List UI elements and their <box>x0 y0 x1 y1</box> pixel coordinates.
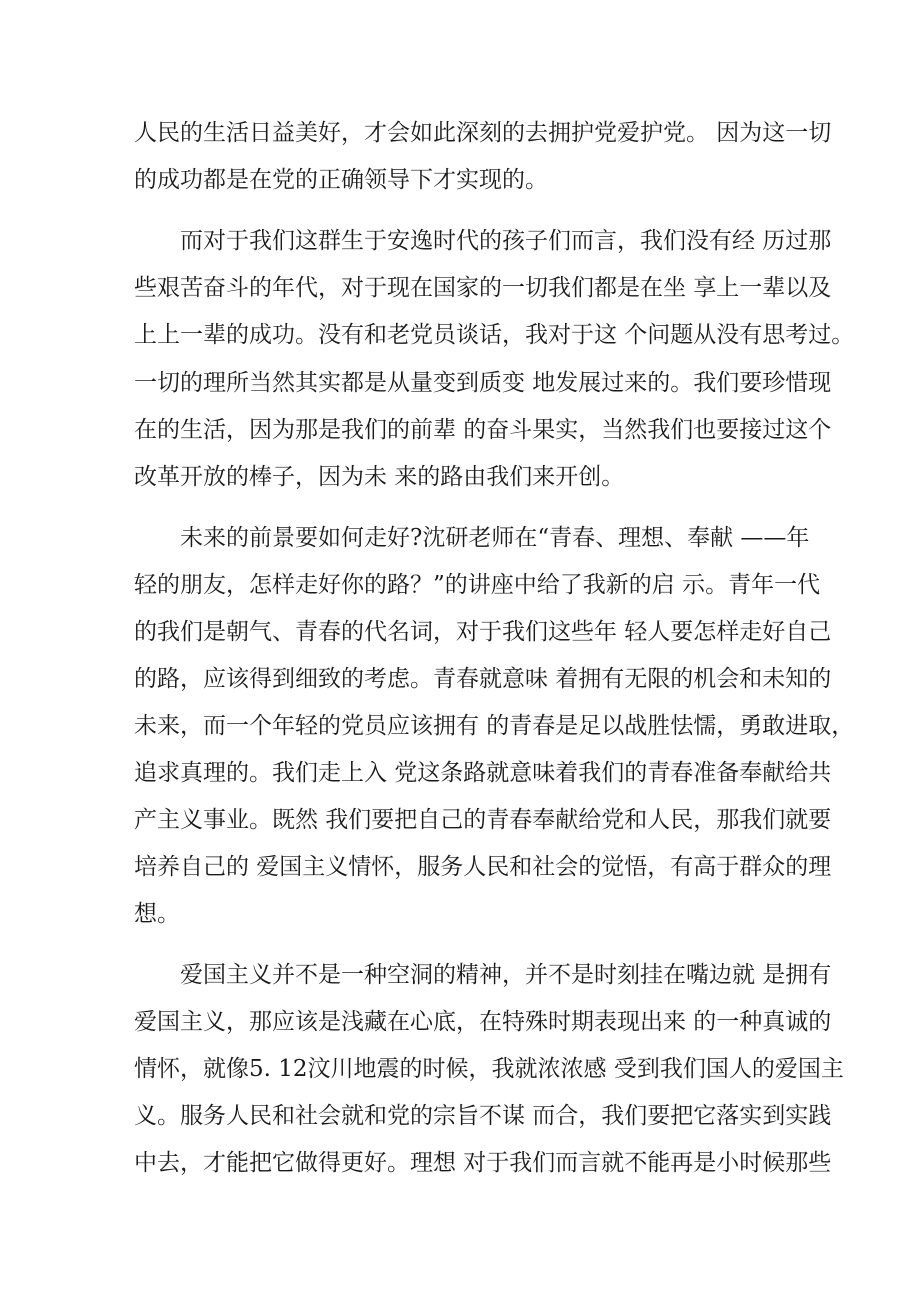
paragraph-2-line-5: 在的生活，因为那是我们的前辈 的奋斗果实，当然我们也要接过这个 <box>134 417 832 443</box>
paragraph-3-line-8: 培养自己的 爱国主义情怀，服务人民和社会的觉悟，有高于群众的理 <box>134 854 832 880</box>
paragraph-3-line-1: 未来的前景要如何走好?沈研老师在“青春、理想、奉献 ——年 <box>180 525 810 551</box>
paragraph-3-line-7: 产主义事业。既然 我们要把自己的青春奉献给党和人民，那我们就要 <box>134 807 832 833</box>
paragraph-3-line-4: 的路，应该得到细致的考虑。青春就意味 着拥有无限的机会和未知的 <box>134 666 832 692</box>
paragraph-3-line-5: 未来，而一个年轻的党员应该拥有 的青春是足以战胜怯懦，勇敢进取， <box>134 713 855 739</box>
paragraph-3-line-3: 的我们是朝气、青春的代名词，对于我们这些年 轻人要怎样走好自己 <box>134 619 832 645</box>
paragraph-2-line-6: 改革开放的棒子，因为未 来的路由我们来开创。 <box>134 464 625 490</box>
paragraph-3-line-2: 轻的朋友，怎样走好你的路？”的讲座中给了我新的启 示。青年一代 <box>134 572 821 598</box>
paragraph-4-line-5: 中去，才能把它做得更好。理想 对于我们而言就不能再是小时候那些 <box>134 1150 832 1176</box>
paragraph-1-line-1: 人民的生活日益美好，才会如此深刻的去拥护党爱护党。 因为这一切 <box>134 120 832 146</box>
paragraph-3-line-9: 想。 <box>134 901 180 927</box>
paragraph-2-line-4: 一切的理所当然其实都是从量变到质变 地发展过来的。我们要珍惜现 <box>134 370 832 396</box>
paragraph-4-line-2: 爱国主义，那应该是浅藏在心底，在特殊时期表现出来 的一种真诚的 <box>134 1009 832 1035</box>
paragraph-2-line-1: 而对于我们这群生于安逸时代的孩子们而言，我们没有经 历过那 <box>180 228 832 254</box>
paragraph-4-line-1: 爱国主义并不是一种空洞的精神，并不是时刻挂在嘴边就 是拥有 <box>180 962 832 988</box>
paragraph-4-line-4: 义。服务人民和社会就和党的宗旨不谋 而合，我们要把它落实到实践 <box>134 1103 832 1129</box>
paragraph-2-line-3: 上上一辈的成功。没有和老党员谈话，我对于这 个问题从没有思考过。 <box>134 322 855 348</box>
paragraph-4-line-3: 情怀，就像5. 12汶川地震的时候，我就浓浓感 受到我们国人的爱国主 <box>134 1056 844 1082</box>
paragraph-1-line-2: 的成功都是在党的正确领导下才实现的。 <box>134 167 548 193</box>
paragraph-3-line-6: 追求真理的。我们走上入 党这条路就意味着我们的青春准备奉献给共 <box>134 760 832 786</box>
paragraph-2-line-2: 些艰苦奋斗的年代，对于现在国家的一切我们都是在坐 享上一辈以及 <box>134 275 832 301</box>
